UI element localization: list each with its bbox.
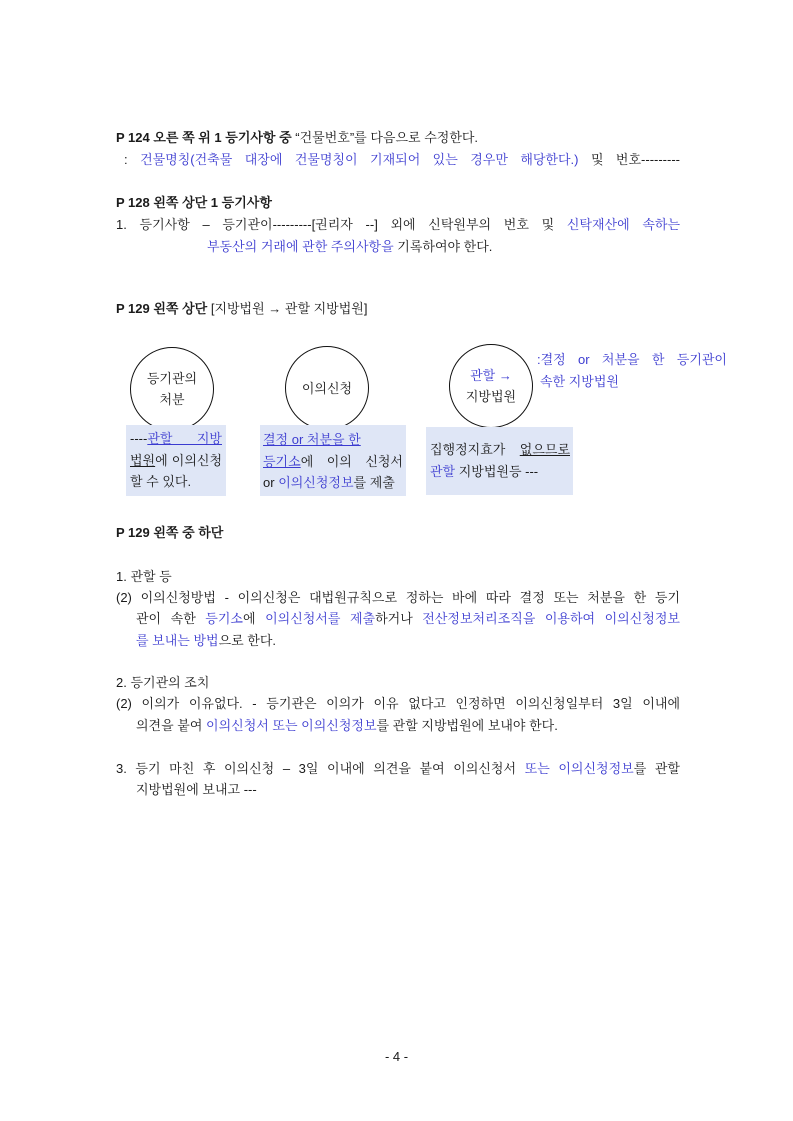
p124-colon: : [124,152,128,167]
p124-heading: P 124 오른 쪽 위 1 등기사항 중 [116,130,292,145]
box-court-dash: ---- [130,431,148,446]
item2-l2-start: 의견을 붙여 [136,718,203,733]
p124-revision-rest: 및 번호--------- [590,152,680,167]
circle-disposition-line1: 등기관의 [146,371,198,386]
item3-line1 [116,761,680,777]
box-registry-line3-rest: 를 제출 [353,475,395,490]
box-registry-line3-start: or [263,475,275,490]
p124-instruction: “건물번호”를 다음으로 수정한다. [295,130,479,145]
circle-registrar-disposition [130,347,214,431]
item1-l2-submit: 이의신청서를 제출 [265,611,376,626]
note-box-registry [260,425,406,496]
item2-sub-line1: (2) 이의가 이유없다. - 등기관은 이의가 이유 없다고 인정하면 이의신청일부터 3일 이내에 [116,696,680,711]
circle-objection-line1: 이의신청 [301,380,353,396]
item1-title: 1. 관할 등 [116,569,172,584]
box-registry-highlight2: 등기소 [263,453,301,469]
p128-cont-rest: 기록하여야 한다. [397,239,493,254]
circle-objection [285,346,369,430]
box-registry-highlight3: 이의신청정보 [278,475,354,490]
item3-line2: 지방법원에 보내고 --- [136,782,257,797]
box-effect-underlined: 없으므로 [519,442,570,457]
box-court-underlined: 법원 [130,452,156,468]
p128-cont-highlight: 부동산의 거래에 관한 주의사항을 [207,239,394,254]
item3-l1-highlight: 또는 이의신청정보 [524,761,634,776]
p129-top-heading-note: [지방법원 → 관할 지방법원] [210,301,368,316]
item1-l2-particle: 에 [242,611,256,626]
p129-top-heading-line [116,301,367,317]
circle-disposition-line2: 처분 [159,392,185,407]
circle-court-line2: 지방법원 [465,389,517,404]
item2-l2-rest: 를 관할 지방법원에 보내야 한다. [376,718,558,733]
box-effect-line2-rest: 지방법원등 --- [458,463,539,479]
note-box-no-stay-effect [426,427,573,495]
box-effect-highlight: 관할 [430,463,456,479]
p124-revision-text: 건물명칭(건축물 대장에 건물명칭이 기재되어 있는 경우만 해당한다.) [140,152,579,167]
page-number: - 4 - [384,1049,409,1064]
p128-item-text: 1. 등기사항 – 등기관이---------[권리자 --] 외에 신탁원부의 번호 및 [116,217,555,232]
p128-item-line [116,217,680,233]
item2-title: 2. 등기관의 조치 [116,675,210,690]
circle-court-line1: 관할 → [470,368,512,383]
box-court-line1 [130,428,222,450]
p128-item-continuation [207,239,492,255]
note-box-court [126,425,226,496]
item1-l3-rest: 으로 한다. [218,633,277,648]
item1-sub-line1: (2) 이의신청방법 - 이의신청은 대법원규칙으로 정하는 바에 따라 결정 또는 처분을 한 등기 [116,590,680,605]
box-registry-line1 [263,429,403,451]
court-note-line2: 속한 지방법원 [540,374,619,389]
box-effect-line1 [430,439,570,461]
box-court-line3: 할 수 있다. [130,474,192,489]
box-registry-highlight1: 결정 or 처분을 한 [263,432,361,447]
box-court-highlight: 관할 지방 [147,431,222,446]
court-note-line1: :결정 or 처분을 한 등기관이 [537,352,727,367]
item1-l3-highlight: 를 보내는 방법 [136,633,219,648]
item3-l1-rest: 를 관할 [633,761,680,776]
p124-revision-line [124,152,680,168]
box-effect-line2 [430,461,570,483]
item2-l2-highlight: 이의신청서 또는 이의신청정보 [206,718,377,733]
item1-sub-line3 [136,633,276,649]
box-registry-line3 [263,472,403,494]
item1-l2-registry: 등기소 [205,611,243,626]
p128-item-highlight: 신탁재산에 속하는 [566,217,681,232]
box-effect-line1-start: 집행정지효가 [430,442,506,457]
p124-heading-line [116,130,478,146]
box-court-line2 [130,450,222,472]
p129-bottom-heading: P 129 왼쪽 중 하단 [116,525,224,540]
box-registry-line2 [263,451,403,473]
p128-heading: P 128 왼쪽 상단 1 등기사항 [116,195,272,210]
box-registry-line2-rest: 에 이의 신청서 [300,453,403,469]
item2-sub-line2 [136,718,558,734]
item1-sub-line2 [136,611,680,627]
p129-top-heading: P 129 왼쪽 상단 [116,301,208,316]
circle-competent-court [449,344,533,428]
item1-l2-or: 하거나 [375,611,413,626]
item1-l2-start: 관이 속한 [136,611,196,626]
item1-l2-electronic: 전산정보처리조직을 이용하여 이의신청정보 [422,611,680,626]
item3-l1-start: 3. 등기 마친 후 이의신청 – 3일 이내에 의견을 붙여 이의신청서 [116,761,517,776]
box-court-line2-rest: 에 이의신청 [155,452,222,468]
